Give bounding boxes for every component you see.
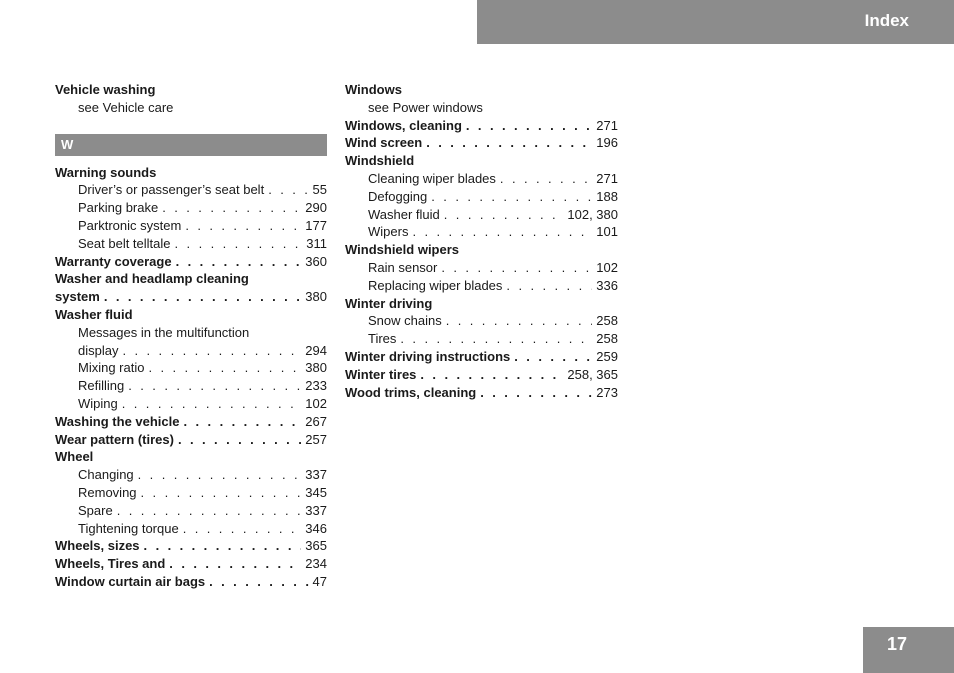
entry-label: Winter tires <box>345 366 417 382</box>
entry-page-ref[interactable]: 337 <box>305 467 327 483</box>
index-subentry[interactable] <box>55 520 327 538</box>
entry-label: Tires <box>368 331 397 347</box>
dot-leader <box>466 117 592 135</box>
entry-page-ref[interactable]: 273 <box>596 384 618 400</box>
index-entry <box>345 81 618 99</box>
index-entry[interactable] <box>55 253 327 271</box>
entry-page-ref[interactable]: 55 <box>312 182 327 198</box>
entry-label: Wear pattern (tires) <box>55 431 174 447</box>
index-subentry[interactable] <box>55 199 327 217</box>
entry-page-ref[interactable]: 102, 380 <box>567 206 618 222</box>
dot-leader <box>506 277 592 295</box>
entry-page-ref[interactable]: 345 <box>305 484 327 500</box>
index-subentry[interactable] <box>345 188 618 206</box>
entry-label: Changing <box>78 467 134 483</box>
dot-leader <box>500 170 592 188</box>
entry-page-ref[interactable]: 267 <box>305 413 327 429</box>
index-entry[interactable] <box>55 431 327 449</box>
entry-label: Defogging <box>368 188 428 204</box>
entry-label: Windshield wipers <box>345 242 460 258</box>
entry-label: Windshield <box>345 153 415 169</box>
index-subentry[interactable] <box>345 259 618 277</box>
index-entry[interactable] <box>345 348 618 366</box>
index-subentry[interactable] <box>345 312 618 330</box>
index-subentry <box>55 99 327 117</box>
entry-label: Refilling <box>78 378 125 394</box>
entry-page-ref[interactable]: 102 <box>305 395 327 411</box>
dot-leader <box>183 520 302 538</box>
entry-page-ref[interactable]: 365 <box>305 538 327 554</box>
index-letter-heading: W <box>55 134 327 156</box>
entry-label: see Power windows <box>368 99 483 115</box>
entry-page-ref[interactable]: 294 <box>305 342 327 358</box>
entry-page-ref[interactable]: 234 <box>305 556 327 572</box>
dot-leader <box>122 395 302 413</box>
entry-label: Wheels, sizes <box>55 538 140 554</box>
index-subentry[interactable] <box>55 484 327 502</box>
entry-page-ref[interactable]: 258 <box>596 331 618 347</box>
dot-leader <box>185 217 301 235</box>
dot-leader <box>420 366 563 384</box>
entry-page-ref[interactable]: 47 <box>312 573 327 589</box>
index-subentry[interactable] <box>55 466 327 484</box>
index-column-right <box>345 81 618 401</box>
entry-page-ref[interactable]: 380 <box>305 360 327 376</box>
entry-label: Messages in the multifunction <box>78 324 250 340</box>
entry-label: system <box>55 289 100 305</box>
index-entry[interactable] <box>55 573 327 591</box>
dot-leader <box>268 181 308 199</box>
index-subentry[interactable] <box>345 206 618 224</box>
entry-label: Winter driving instructions <box>345 348 511 364</box>
entry-label: Washer fluid <box>55 306 133 322</box>
entry-label: Winter driving <box>345 295 433 311</box>
dot-leader <box>148 359 301 377</box>
dot-leader <box>446 312 593 330</box>
entry-label: Wheel <box>55 449 94 465</box>
index-entry[interactable] <box>345 117 618 135</box>
index-entry <box>345 241 618 259</box>
entry-label: Wood trims, cleaning <box>345 384 477 400</box>
index-subentry <box>345 99 618 117</box>
entry-page-ref[interactable]: 346 <box>305 520 327 536</box>
entry-label: Washer fluid <box>368 206 440 222</box>
index-subentry[interactable] <box>55 377 327 395</box>
entry-label: Warning sounds <box>55 164 157 180</box>
dot-leader <box>128 377 301 395</box>
index-entry[interactable] <box>55 288 327 306</box>
page-number-box <box>863 627 954 673</box>
header-tab <box>477 0 954 44</box>
dot-leader <box>444 206 564 224</box>
index-entry <box>55 448 327 466</box>
index-entry[interactable] <box>345 366 618 384</box>
index-subentry[interactable] <box>345 223 618 241</box>
dot-leader <box>209 573 308 591</box>
entry-label: Spare <box>78 502 113 518</box>
entry-page-ref[interactable]: 177 <box>305 217 327 233</box>
index-subentry[interactable] <box>55 342 327 360</box>
index-entry <box>55 270 327 288</box>
dot-leader <box>162 199 301 217</box>
entry-page-ref[interactable]: 271 <box>596 117 618 133</box>
index-entry[interactable] <box>55 537 327 555</box>
index-subentry[interactable] <box>55 502 327 520</box>
entry-label: Rain sensor <box>368 259 438 275</box>
index-subentry[interactable] <box>55 235 327 253</box>
dot-leader <box>175 235 303 253</box>
entry-label: Parking brake <box>78 200 159 216</box>
dot-leader <box>431 188 592 206</box>
page-number: 17 <box>887 634 908 654</box>
entry-label: Windows, cleaning <box>345 117 462 133</box>
entry-label: Washer and headlamp cleaning <box>55 271 249 287</box>
entry-page-ref[interactable]: 258, 365 <box>567 366 618 382</box>
index-column-left <box>55 81 327 591</box>
entry-label: Driver’s or passenger’s seat belt <box>78 182 265 198</box>
dot-leader <box>117 502 302 520</box>
entry-page-ref[interactable]: 196 <box>596 135 618 151</box>
dot-leader <box>400 330 592 348</box>
page-title: Index <box>864 11 909 30</box>
dot-leader <box>480 384 592 402</box>
dot-leader <box>176 253 302 271</box>
entry-label: Removing <box>78 484 137 500</box>
index-entry[interactable] <box>345 134 618 152</box>
entry-page-ref[interactable]: 257 <box>305 431 327 447</box>
entry-label: Seat belt telltale <box>78 235 171 251</box>
index-subentry[interactable] <box>345 277 618 295</box>
entry-label: Washing the vehicle <box>55 413 180 429</box>
entry-page-ref[interactable]: 311 <box>306 235 327 251</box>
entry-label: Snow chains <box>368 313 442 329</box>
index-subentry[interactable] <box>55 359 327 377</box>
entry-page-ref[interactable]: 233 <box>305 378 327 394</box>
index-entry <box>345 295 618 313</box>
index-entry <box>55 306 327 324</box>
dot-leader <box>441 259 592 277</box>
entry-page-ref[interactable]: 188 <box>596 188 618 204</box>
entry-label: Wind screen <box>345 135 423 151</box>
entry-page-ref[interactable]: 337 <box>305 502 327 518</box>
index-subentry[interactable] <box>55 217 327 235</box>
index-subentry[interactable] <box>55 181 327 199</box>
dot-leader <box>169 555 301 573</box>
entry-page-ref[interactable]: 336 <box>596 277 618 293</box>
index-entry[interactable] <box>55 555 327 573</box>
entry-label: Tightening torque <box>78 520 179 536</box>
index-entry <box>55 81 327 99</box>
dot-leader <box>122 342 301 360</box>
entry-label: Wipers <box>368 224 409 240</box>
dot-leader <box>426 134 592 152</box>
index-entry <box>345 152 618 170</box>
entry-page-ref[interactable]: 102 <box>596 259 618 275</box>
entry-label: Window curtain air bags <box>55 573 206 589</box>
index-entry[interactable] <box>345 384 618 402</box>
entry-label: Replacing wiper blades <box>368 277 503 293</box>
dot-leader <box>138 466 302 484</box>
dot-leader <box>184 413 302 431</box>
entry-page-ref[interactable]: 259 <box>596 348 618 364</box>
entry-label: Cleaning wiper blades <box>368 170 496 186</box>
index-subentry <box>55 324 327 342</box>
entry-label: display <box>78 342 119 358</box>
index-entry <box>55 164 327 182</box>
entry-label: Wheels, Tires and <box>55 556 166 572</box>
entry-page-ref[interactable]: 258 <box>596 313 618 329</box>
entry-page-ref[interactable]: 101 <box>596 224 618 240</box>
index-subentry[interactable] <box>55 395 327 413</box>
entry-label: see Vehicle care <box>78 99 174 115</box>
dot-leader <box>144 537 302 555</box>
entry-page-ref[interactable]: 290 <box>305 200 327 216</box>
entry-page-ref[interactable]: 380 <box>305 289 327 305</box>
entry-page-ref[interactable]: 271 <box>596 170 618 186</box>
dot-leader <box>514 348 592 366</box>
entry-label: Warranty coverage <box>55 253 172 269</box>
index-subentry[interactable] <box>345 170 618 188</box>
index-subentry[interactable] <box>345 330 618 348</box>
entry-label: Windows <box>345 82 402 97</box>
dot-leader <box>412 223 592 241</box>
entry-label: Wiping <box>78 395 118 411</box>
entry-page-ref[interactable]: 360 <box>305 253 327 269</box>
index-entry[interactable] <box>55 413 327 431</box>
entry-label: Mixing ratio <box>78 360 145 376</box>
dot-leader <box>104 288 301 306</box>
entry-label: Vehicle washing <box>55 82 156 97</box>
dot-leader <box>141 484 302 502</box>
entry-label: Parktronic system <box>78 217 182 233</box>
dot-leader <box>178 431 301 449</box>
